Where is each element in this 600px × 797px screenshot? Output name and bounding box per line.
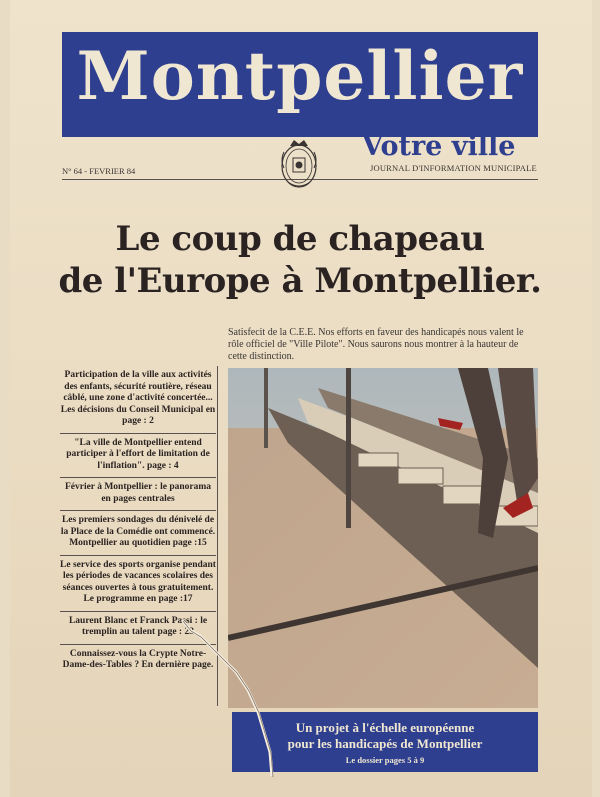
main-headline (45, 218, 555, 302)
city-crest-icon (276, 138, 322, 192)
caption-title-line-2: pour les handicapés de Montpellier (287, 736, 483, 751)
cover-photo (228, 368, 538, 708)
masthead-subtitle: Votre ville (362, 131, 516, 162)
masthead-tagline: JOURNAL D'INFORMATION MUNICIPALE (370, 163, 537, 173)
masthead-banner (62, 32, 538, 137)
caption-subtitle: Le dossier pages 5 à 9 (345, 755, 425, 765)
table-of-contents (60, 366, 216, 677)
toc-item: "La ville de Montpellier entend participer à l'effort de limitation de l'inflation". page : 4 (60, 434, 216, 479)
toc-item: Février à Montpellier : le panorama en pages centrales (60, 478, 216, 511)
masthead-title: Montpellier (76, 37, 524, 115)
toc-item: Connaissez-vous la Crypte Notre-Dame-des-Tables ? En dernière page. (62, 648, 214, 670)
issue-number: N° 64 - FEVRIER 84 (62, 166, 136, 176)
toc-item: Les premiers sondages du dénivelé de la Place de la Comédie ont commencé. Montpellier au quotidien page :15 (60, 511, 216, 556)
caption-title (232, 720, 538, 752)
headline-line-2: de l'Europe à Montpellier. (58, 261, 542, 301)
toc-item: Laurent Blanc et Franck Passi : le tremplin au talent page : 23 (60, 612, 216, 645)
caption-box (232, 712, 538, 772)
column-rule (217, 366, 218, 706)
headline-line-1: Le coup de chapeau (115, 219, 485, 259)
toc-item: Le service des sports organise pendant les périodes de vacances scolaires des séances ouvertes à tous gratuitement. Le programme en page :17 (60, 556, 216, 612)
toc-item: Participation de la ville aux activités des enfants, sécurité routière, réseau câblé, une zone d'activité concertée... Les décisions du Conseil Municipal en page : 2 (60, 366, 216, 434)
caption-title-line-1: Un projet à l'échelle européenne (295, 720, 475, 735)
lede-paragraph: Satisfecit de la C.E.E. Nos efforts en faveur des handicapés nous valent le rôle officiel de "Ville Pilote". Nous saurons nous montrer à la hauteur de cette distinction. (228, 327, 524, 362)
